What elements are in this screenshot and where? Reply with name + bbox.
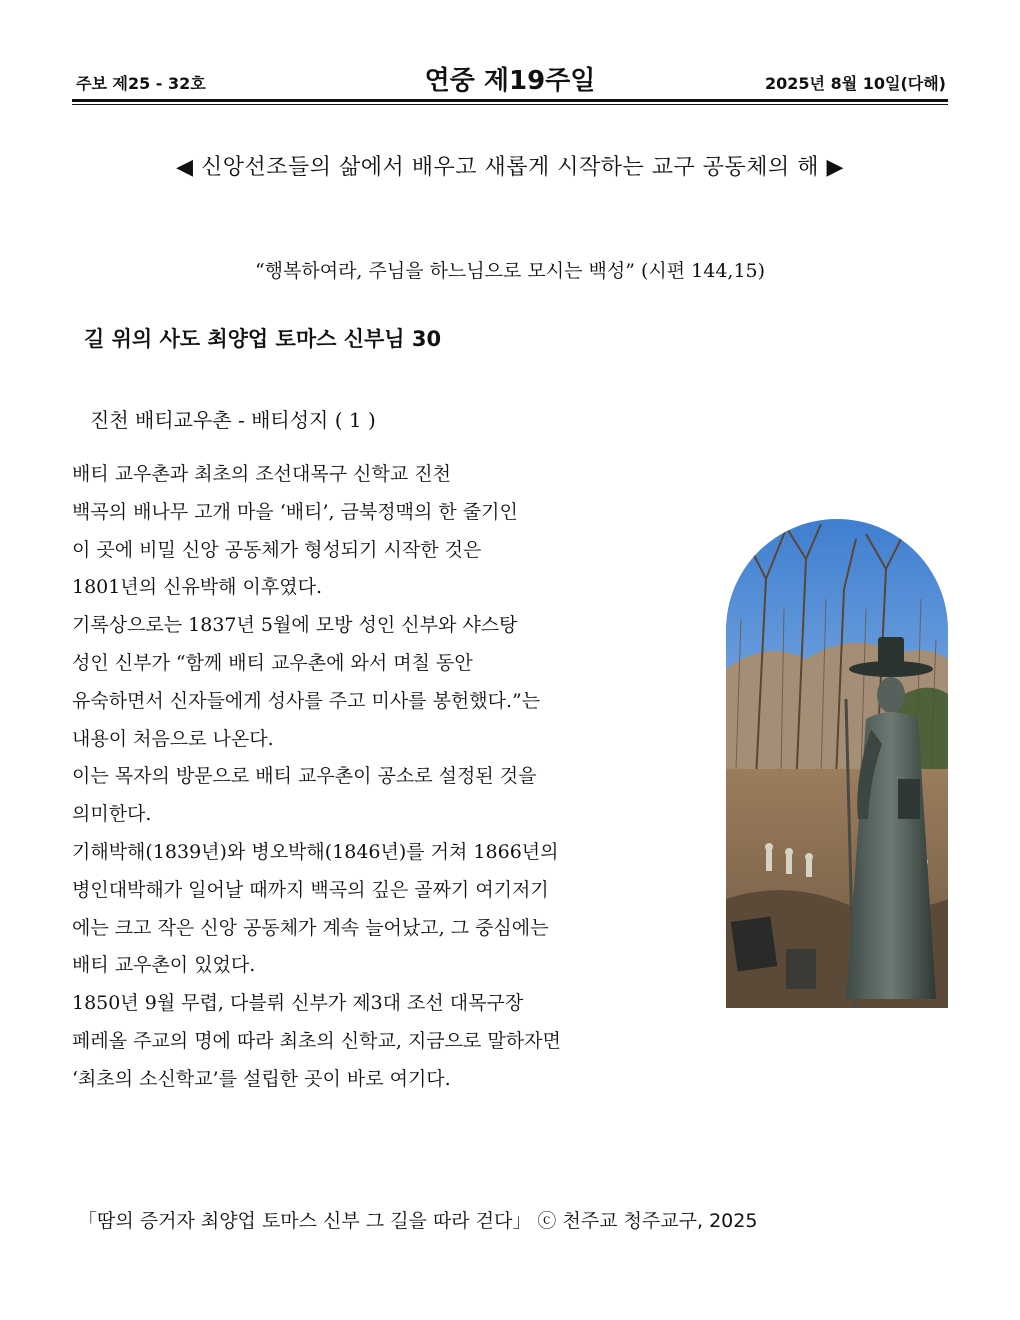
article-subtitle: 진천 배티교우촌 - 배티성지 ( 1 )	[90, 408, 376, 432]
footer-credit: 「땀의 증거자 최양업 토마스 신부 그 길을 따라 걷다」 ⓒ 천주교 청주교구, 2025	[78, 1210, 758, 1232]
body-line: 1801년의 신유박해 이후였다.	[72, 576, 323, 599]
body-line: 백곡의 배나무 고개 마을 ‘배티’, 금북정맥의 한 줄기인	[72, 500, 518, 523]
header-rule-thick	[72, 99, 948, 102]
body-line: 의미한다.	[72, 803, 152, 826]
body-line: 이는 목자의 방문으로 배티 교우촌이 공소로 설정된 것을	[72, 765, 537, 788]
statue-photo	[726, 519, 948, 1008]
diocese-motto: ◀ 신앙선조들의 삶에서 배우고 새롭게 시작하는 교구 공동체의 해 ▶	[176, 155, 844, 180]
issue-date: 2025년 8월 10일(다해)	[765, 74, 946, 93]
page-title: 연중 제19주일	[424, 66, 596, 96]
body-line: 페레올 주교의 명에 따라 최초의 신학교, 지금으로 말하자면	[72, 1029, 561, 1052]
body-line: 유숙하면서 신자들에게 성사를 주고 미사를 봉헌했다.”는	[72, 689, 541, 712]
body-line: ‘최초의 소신학교’를 설립한 곳이 바로 여기다.	[72, 1067, 451, 1090]
body-line: 성인 신부가 “함께 배티 교우촌에 와서 며칠 동안	[72, 651, 473, 674]
psalm-quote: “행복하여라, 주님을 하느님으로 모시는 백성” (시편 144,15)	[254, 260, 766, 282]
body-line: 에는 크고 작은 신앙 공동체가 계속 늘어났고, 그 중심에는	[72, 916, 549, 939]
body-line: 기록상으로는 1837년 5월에 모방 성인 신부와 샤스탕	[72, 614, 518, 637]
header-rule-thin	[72, 104, 948, 105]
bulletin-header	[72, 62, 948, 102]
body-line: 기해박해(1839년)와 병오박해(1846년)를 거쳐 1866년의	[72, 840, 559, 863]
series-title: 길 위의 사도 최양업 토마스 신부님 30	[84, 327, 442, 351]
body-line: 내용이 처음으로 나온다.	[72, 727, 274, 750]
article-body	[72, 456, 722, 1099]
body-line: 배티 교우촌이 있었다.	[72, 954, 256, 977]
body-line: 배티 교우촌과 최초의 조선대목구 신학교 진천	[72, 463, 451, 485]
body-line: 병인대박해가 일어날 때까지 백곡의 깊은 골짜기 여기저기	[72, 878, 549, 901]
issue-number: 주보 제25 - 32호	[76, 74, 206, 93]
body-line: 이 곳에 비밀 신앙 공동체가 형성되기 시작한 것은	[72, 538, 482, 561]
body-line: 1850년 9월 무렵, 다블뤼 신부가 제3대 조선 대목구장	[72, 992, 524, 1015]
